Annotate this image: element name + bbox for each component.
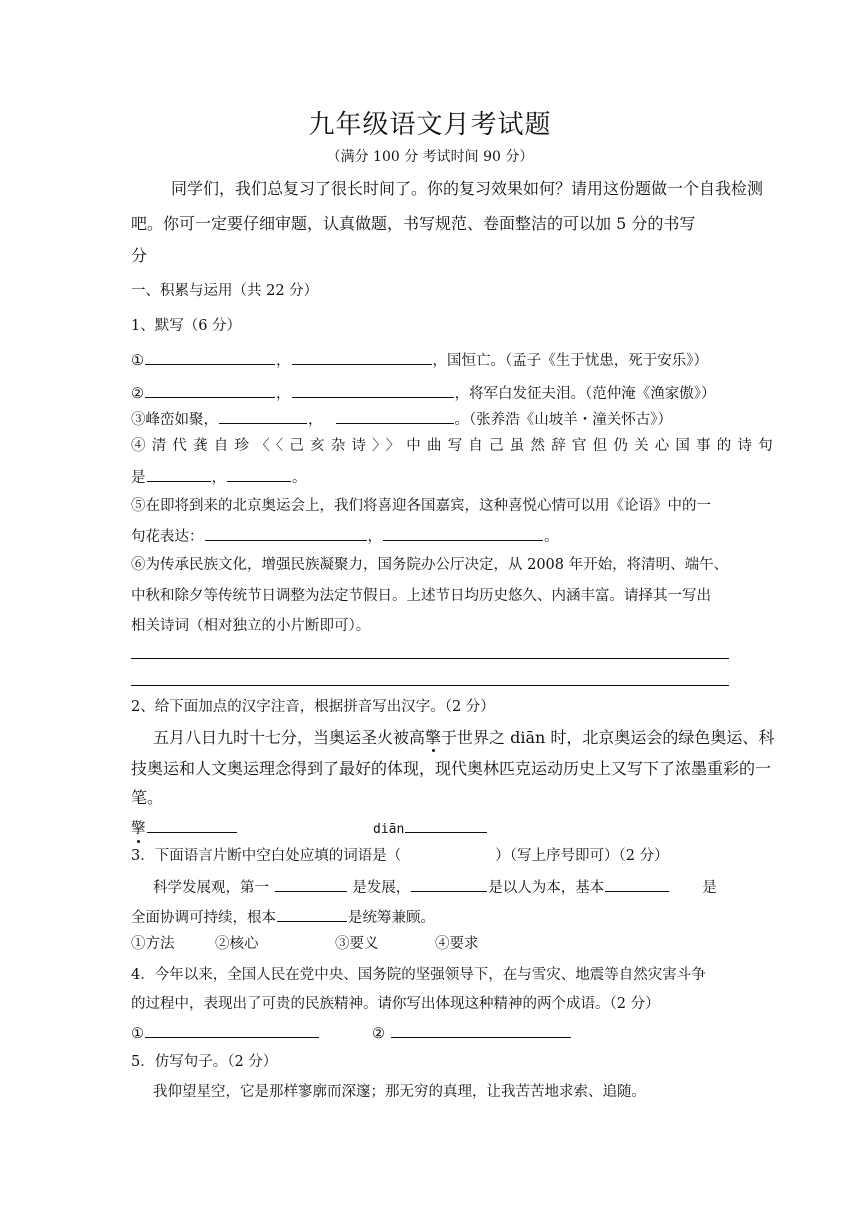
answer-blank[interactable]: [292, 383, 454, 398]
sentence-text: 是: [702, 880, 717, 896]
q1-item-6-line-3: 相关诗词（相对独立的小片断即可）。: [131, 618, 371, 634]
option-1: ①方法: [131, 936, 175, 952]
q2-passage-line-3: 笔。: [131, 788, 164, 807]
item-head: 句花表达：: [131, 529, 204, 545]
intro-line-1: 同学们，我们总复习了很长时间了。你的复习效果如何？请用这份题做一个自我检测: [171, 179, 764, 198]
item-head: ③峰峦如聚，: [131, 412, 218, 428]
sentence-text: 科学发展观，第一: [153, 880, 269, 896]
item-tail: 。: [292, 470, 307, 486]
separator: ，: [367, 529, 382, 545]
answer-blank[interactable]: [147, 818, 237, 833]
q5-heading: 5．仿写句子。（2 分）: [131, 1054, 278, 1070]
answer-blank[interactable]: [292, 350, 432, 365]
q3-heading: [131, 847, 669, 865]
answer-blank[interactable]: [275, 877, 347, 892]
answer-blank[interactable]: [147, 467, 211, 482]
answer-blank[interactable]: [145, 383, 275, 398]
q1-item-2: [131, 383, 716, 403]
intro-line-3: 分: [131, 246, 148, 265]
dotted-character: 擎: [425, 728, 442, 747]
q5-sentence: 我仰望星空，它是那样寥廓而深邃；那无穷的真理，让我苦苦地求索、追随。: [153, 1084, 646, 1100]
item-head: 是: [131, 470, 146, 486]
separator: ，: [308, 412, 323, 428]
q1-item-5-line-2: [131, 526, 559, 546]
option-3: ③要义: [335, 936, 379, 952]
q2-passage-line-1: [153, 729, 774, 747]
q2-answer-char: [131, 818, 238, 838]
sentence-text: 是统筹兼顾。: [348, 910, 435, 926]
q1-item-6-line-2: 中秋和除夕等传统节日调整为法定节假日。上述节日均历史悠久、内涵丰富。请择其一写出: [131, 588, 711, 604]
answer-blank[interactable]: [145, 1023, 319, 1038]
option-2: ②核心: [215, 936, 259, 952]
q2-answer-pinyin: [373, 818, 488, 839]
item-number: ②: [131, 386, 144, 402]
passage-text: 于世界之 diān 时，北京奥运会的绿色奥运、科: [441, 728, 775, 747]
exam-subtitle: （满分 100 分 考试时间 90 分）: [326, 149, 534, 165]
q3-sentence-line-2: [131, 907, 435, 927]
q4-answer-1: [131, 1023, 320, 1043]
question-text: ）（写上序号即可）（2 分）: [495, 848, 669, 864]
separator: ，: [276, 353, 291, 369]
answer-blank[interactable]: [227, 467, 291, 482]
section-heading: 一、积累与运用（共 22 分）: [131, 283, 319, 299]
answer-blank[interactable]: [411, 877, 487, 892]
item-number: ①: [131, 1026, 144, 1042]
answer-blank[interactable]: [336, 409, 454, 424]
q1-heading: 1、默写（6 分）: [131, 318, 242, 334]
q3-options: [131, 935, 479, 953]
answer-blank[interactable]: [219, 409, 307, 424]
item-tail: 。（张养浩《山坡羊・潼关怀古》）: [454, 412, 672, 428]
q3-sentence-line-1: [153, 877, 717, 897]
q1-item-1: [131, 350, 708, 370]
pinyin-text: diān: [373, 822, 405, 837]
item-tail: 。: [544, 529, 559, 545]
q1-item-5-line-1: ⑤在即将到来的北京奥运会上，我们将喜迎各国嘉宾，这种喜悦心情可以用《论语》中的一: [131, 498, 711, 514]
q4-answer-2: [372, 1023, 572, 1043]
sentence-text: 全面协调可持续，根本: [131, 910, 276, 926]
answer-blank[interactable]: [277, 907, 347, 922]
q2-heading: 2、给下面加点的汉字注音，根据拼音写出汉字。（2 分）: [131, 699, 495, 715]
exam-title: 九年级语文月考试题: [308, 110, 552, 140]
answer-blank[interactable]: [405, 818, 487, 833]
q4-line-1: 4．今年以来，全国人民在党中央、国务院的坚强领导下，在与雪灾、地震等自然灾害斗争: [131, 967, 706, 983]
item-number: ②: [372, 1026, 385, 1042]
q1-item-6-line-1: ⑥为传承民族文化，增强民族凝聚力，国务院办公厅决定，从 2008 年开始，将清明、端午、: [131, 557, 729, 573]
separator: ，: [211, 470, 226, 486]
q2-passage-line-2: 技奥运和人文奥运理念得到了最好的体现，现代奥林匹克运动历史上又写下了浓墨重彩的一: [131, 759, 772, 778]
item-tail: ，国恒亡。（孟子《生于忧患，死于安乐》）: [432, 353, 708, 369]
answer-blank[interactable]: [391, 1023, 571, 1038]
sentence-text: 是发展，: [352, 880, 411, 896]
answer-blank[interactable]: [145, 350, 275, 365]
answer-blank[interactable]: [605, 877, 669, 892]
question-text: 3．下面语言片断中空白处应填的词语是（: [131, 848, 402, 864]
option-4: ④要求: [435, 936, 479, 952]
answer-blank[interactable]: [205, 526, 367, 541]
answer-line[interactable]: [131, 658, 729, 659]
passage-text: 五月八日九时十七分，当奥运圣火被高: [153, 728, 426, 747]
intro-line-2: 吧。你可一定要仔细审题，认真做题，书写规范、卷面整洁的可以加 5 分的书写: [131, 214, 696, 233]
q1-item-4-line-1: ④清代龚自珍〈〈己亥杂诗〉〉中曲写自己虽然辞官但仍关心国事的诗句: [131, 438, 779, 454]
q1-item-3: [131, 409, 672, 429]
q1-item-4-line-2: [131, 467, 307, 487]
sentence-text: 是以人为本，基本: [488, 880, 605, 896]
dotted-character: 擎: [131, 821, 146, 837]
answer-line[interactable]: [131, 685, 729, 686]
q4-line-2: 的过程中，表现出了可贵的民族精神。请你写出体现这种精神的两个成语。（2 分）: [131, 996, 660, 1012]
answer-blank[interactable]: [383, 526, 543, 541]
item-number: ①: [131, 353, 144, 369]
item-tail: ，将军白发征夫泪。（范仲淹《渔家傲》）: [454, 386, 716, 402]
separator: ，: [276, 386, 291, 402]
